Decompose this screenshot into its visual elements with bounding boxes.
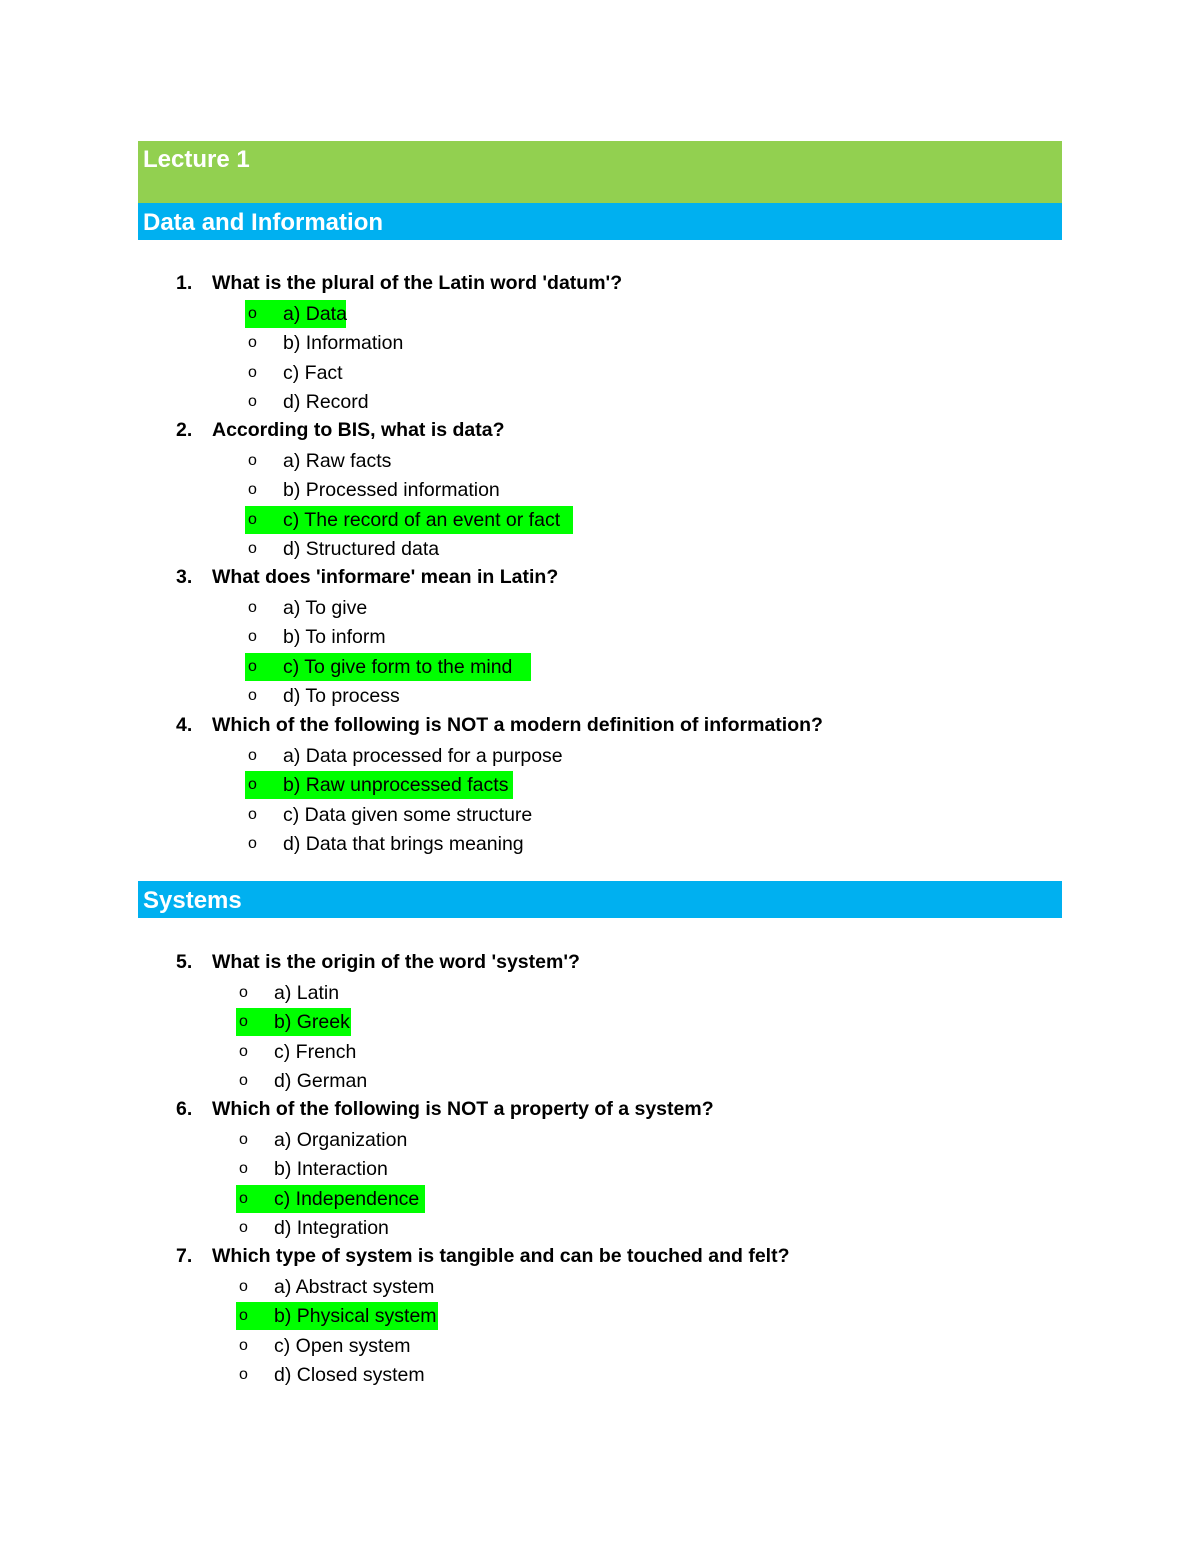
option-text: a) Raw facts xyxy=(283,449,392,472)
option-text: c) The record of an event or fact xyxy=(283,508,561,531)
bullet-icon: o xyxy=(239,1219,248,1236)
option-text: a) To give xyxy=(283,596,368,619)
bullet-icon: o xyxy=(239,1160,248,1177)
option-text: c) Open system xyxy=(274,1334,411,1357)
question-text: Which of the following is NOT a modern definition of information? xyxy=(212,714,823,736)
option-text: b) To inform xyxy=(283,626,386,648)
option-text: b) Information xyxy=(283,332,404,354)
bullet-icon: o xyxy=(248,540,257,557)
bullet-icon: o xyxy=(248,334,257,351)
option-text: a) Data xyxy=(283,302,347,325)
question-5 xyxy=(0,948,1100,977)
bullet-icon: o xyxy=(248,628,257,645)
answer-option-correct xyxy=(245,653,531,681)
option-text: d) To process xyxy=(283,685,400,707)
bullet-icon: o xyxy=(248,746,257,764)
question-text: According to BIS, what is data? xyxy=(212,419,505,441)
question-number: 1. xyxy=(176,272,193,294)
option-text: a) Abstract system xyxy=(274,1275,435,1298)
bullet-icon: o xyxy=(239,983,248,1001)
option-text: a) Organization xyxy=(274,1128,408,1151)
option-text: c) To give form to the mind xyxy=(283,655,513,678)
option-text: c) Independence xyxy=(274,1187,420,1210)
bullet-icon: o xyxy=(248,510,257,528)
option-text: d) Closed system xyxy=(274,1364,425,1386)
bullet-icon: o xyxy=(248,598,257,616)
bullet-icon: o xyxy=(239,1189,248,1207)
answer-option-correct xyxy=(245,300,346,328)
bullet-icon: o xyxy=(248,657,257,675)
question-number: 7. xyxy=(176,1245,193,1267)
option-text: b) Interaction xyxy=(274,1158,388,1180)
bullet-icon: o xyxy=(248,363,257,381)
lecture-title: Lecture 1 xyxy=(138,141,1062,203)
option-text: a) Latin xyxy=(274,981,340,1004)
question-number: 5. xyxy=(176,951,193,973)
question-text: Which of the following is NOT a property of a system? xyxy=(212,1098,714,1120)
option-text: c) French xyxy=(274,1040,357,1063)
bullet-icon: o xyxy=(239,1336,248,1354)
question-text: Which type of system is tangible and can be touched and felt? xyxy=(212,1245,790,1267)
answer-option-correct xyxy=(245,771,513,799)
question-4 xyxy=(0,711,1100,740)
section-title-data-and-information: Data and Information xyxy=(138,203,1062,240)
option-text: d) Data that brings meaning xyxy=(283,833,524,855)
answer-option-correct xyxy=(236,1302,438,1330)
bullet-icon: o xyxy=(239,1366,248,1383)
question-number: 3. xyxy=(176,566,193,588)
option-text: d) Structured data xyxy=(283,538,440,560)
bullet-icon: o xyxy=(248,687,257,704)
question-text: What is the plural of the Latin word 'datum'? xyxy=(212,272,623,294)
bullet-icon: o xyxy=(248,304,257,322)
option-text: d) Record xyxy=(283,391,369,413)
question-7 xyxy=(0,1242,1100,1271)
bullet-icon: o xyxy=(239,1072,248,1089)
option-text: c) Fact xyxy=(283,361,343,384)
answer-option-correct xyxy=(236,1008,351,1036)
option-text: b) Greek xyxy=(274,1011,350,1033)
option-text: d) German xyxy=(274,1070,368,1092)
bullet-icon: o xyxy=(248,451,257,469)
section-title-systems: Systems xyxy=(138,881,1062,918)
bullet-icon: o xyxy=(239,1307,248,1324)
question-text: What is the origin of the word 'system'? xyxy=(212,951,580,973)
option-text: b) Processed information xyxy=(283,479,500,501)
option-text: c) Data given some structure xyxy=(283,803,533,826)
option-text: b) Physical system xyxy=(274,1305,437,1327)
question-number: 6. xyxy=(176,1098,193,1120)
bullet-icon: o xyxy=(248,776,257,793)
bullet-icon: o xyxy=(248,481,257,498)
bullet-icon: o xyxy=(239,1277,248,1295)
bullet-icon: o xyxy=(239,1013,248,1030)
question-2 xyxy=(0,416,1100,445)
option-text: a) Data processed for a purpose xyxy=(283,744,563,767)
bullet-icon: o xyxy=(239,1042,248,1060)
question-text: What does 'informare' mean in Latin? xyxy=(212,566,559,588)
bullet-icon: o xyxy=(239,1130,248,1148)
answer-option-correct xyxy=(236,1185,425,1213)
option-text: b) Raw unprocessed facts xyxy=(283,774,509,796)
option-text: d) Integration xyxy=(274,1217,389,1239)
bullet-icon: o xyxy=(248,393,257,410)
question-number: 2. xyxy=(176,419,193,441)
question-6 xyxy=(0,1095,1100,1124)
question-3 xyxy=(0,563,1100,592)
bullet-icon: o xyxy=(248,835,257,852)
answer-option-correct xyxy=(245,506,573,534)
bullet-icon: o xyxy=(248,805,257,823)
question-number: 4. xyxy=(176,714,193,736)
question-1 xyxy=(0,269,1100,298)
